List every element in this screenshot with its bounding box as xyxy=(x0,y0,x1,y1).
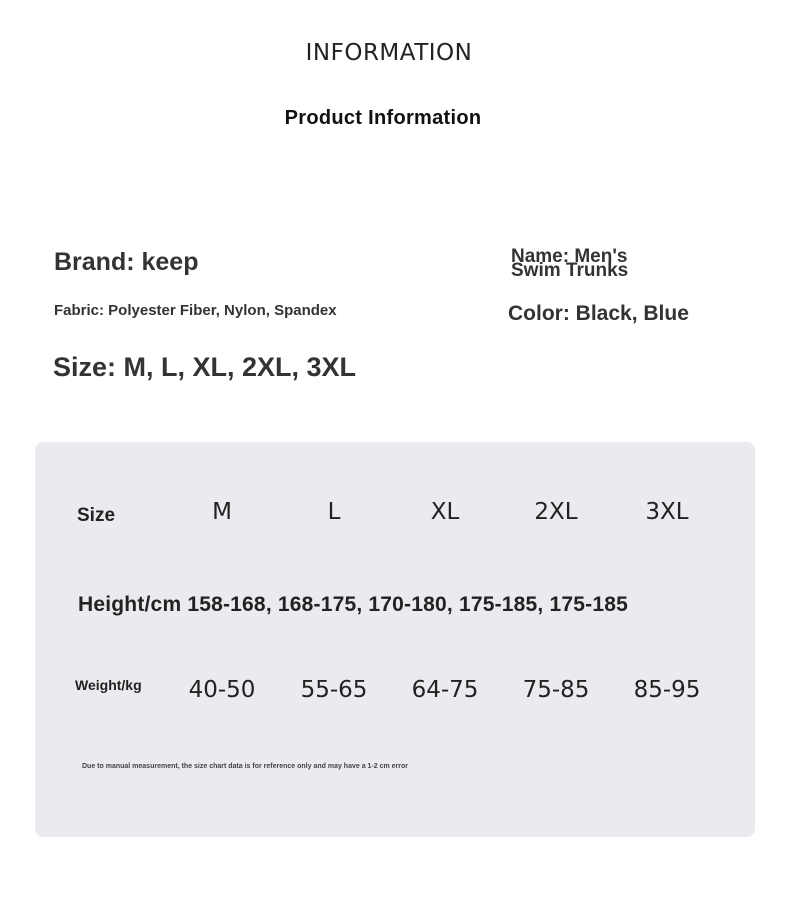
weight-cell: 55-65 xyxy=(300,677,368,703)
size-cell: XL xyxy=(430,499,460,525)
size-cell: 3XL xyxy=(645,499,689,525)
weight-cell: 64-75 xyxy=(411,677,479,703)
page-title: INFORMATION xyxy=(305,40,473,66)
size-cell: L xyxy=(327,499,341,525)
size-cell: M xyxy=(212,499,232,525)
section-title: Product Information xyxy=(284,107,482,129)
weight-row-label: Weight/kg xyxy=(75,677,142,693)
size-cell: 2XL xyxy=(534,499,578,525)
color-text: Color: Black, Blue xyxy=(508,302,689,325)
fabric-text: Fabric: Polyester Fiber, Nylon, Spandex xyxy=(54,302,337,319)
weight-cell: 40-50 xyxy=(188,677,256,703)
weight-cell: 75-85 xyxy=(522,677,590,703)
weight-cell: 85-95 xyxy=(633,677,701,703)
sizes-text: Size: M, L, XL, 2XL, 3XL xyxy=(53,352,357,382)
brand-text: Brand: keep xyxy=(54,248,199,276)
product-name-text: Name: Men's Swim Trunks xyxy=(511,246,629,281)
height-row: Height/cm 158-168, 168-175, 170-180, 175-185, 175-185 xyxy=(78,593,628,616)
size-row-label: Size xyxy=(77,505,116,526)
measurement-disclaimer: Due to manual measurement, the size chart data is for reference only and may have a 1-2 cm error xyxy=(82,763,409,770)
